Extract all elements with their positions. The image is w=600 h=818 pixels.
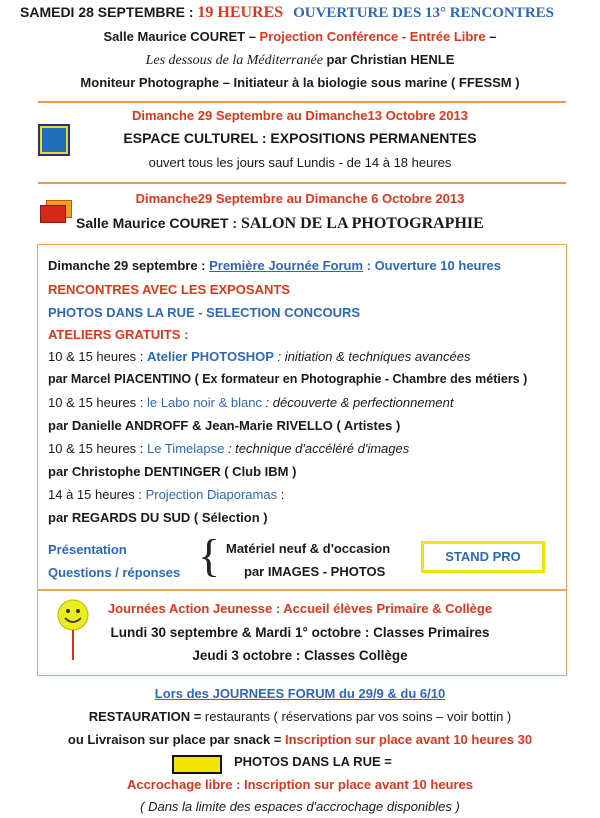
conference-title: Les dessous de la Méditerranée [145,53,323,68]
stand-pro-badge: STAND PRO [421,541,545,573]
opening-line [20,4,554,22]
youth-college-classes: Jeudi 3 octobre : Classes Collège [192,648,408,663]
stacked-squares-icon [40,200,72,224]
speaker-credentials: Moniteur Photographe – Initiateur à la biologie sous marine ( FFESSM ) [80,75,520,90]
images-photos-vendor: par IMAGES - PHOTOS [244,564,386,579]
workshop-4-presenter: par REGARDS DU SUD ( Sélection ) [48,510,268,525]
expo-title: ESPACE CULTUREL : EXPOSITIONS PERMANENTES [123,130,477,146]
curly-brace: { [198,530,221,581]
opening-event: OUVERTURE DES 13° RENCONTRES [293,5,554,21]
opening-date: SAMEDI 28 SEPTEMBRE : [20,4,194,20]
workshop-4: 14 à 15 heures : Projection Diaporamas : [48,487,285,502]
salon-title: SALON DE LA PHOTOGRAPHIE [240,215,484,232]
hanging-registration: Accrochage libre : Inscription sur place avant 10 heures [126,777,474,792]
workshop-1: 10 & 15 heures : Atelier PHOTOSHOP : initiation & techniques avancées [48,349,471,364]
hanging-limit-note: ( Dans la limite des espaces d'accrochage disponibles ) [140,799,460,814]
workshop-2-presenter: par Danielle ANDROFF & Jean-Marie RIVELLO ( Artistes ) [48,418,401,433]
workshop-2: 10 & 15 heures : le Labo noir & blanc : découverte & perfectionnement [48,395,454,410]
expo-dates: Dimanche 29 Septembre au Dimanche13 Octobre 2013 [132,108,468,123]
expo-hours: ouvert tous les jours sauf Lundis - de 14 à 18 heures [148,155,452,170]
yellow-black-marker-icon [172,755,222,774]
questions-label: Questions / réponses [48,565,181,580]
youth-primary-classes: Lundi 30 septembre & Mardi 1° octobre : Classes Primaires [110,625,490,640]
youth-title: Journées Action Jeunesse : Accueil élèves Primaire & Collège [107,601,493,616]
conference-title-line [0,52,600,69]
forum-days: Lors des JOURNEES FORUM du 29/9 & du 6/10 [154,686,446,701]
workshop-1-presenter: par Marcel PIACENTINO ( Ex formateur en Photographie - Chambre des métiers ) [48,372,528,386]
street-photos-label: PHOTOS DANS LA RUE = [234,754,392,769]
conference-speaker: par Christian HENLE [322,52,455,67]
salon-title-line: Salle Maurice COURET : SALON DE LA PHOTOGRAPHIE [76,215,484,232]
free-workshops: ATELIERS GRATUITS : [48,327,189,342]
conference-line: Salle Maurice COURET – Projection Conférence - Entrée Libre – [103,29,497,44]
workshop-3-presenter: par Christophe DENTINGER ( Club IBM ) [48,464,297,479]
workshop-3: 10 & 15 heures : Le Timelapse : technique d'accéléré d'images [48,441,410,456]
catering-line: RESTAURATION = restaurants ( réservations par vos soins – voir bottin ) [88,709,512,724]
presentation-label: Présentation [48,542,127,557]
new-used-material: Matériel neuf & d'occasion [226,541,391,556]
first-forum-day: Première Journée Forum [209,258,364,273]
meet-exhibitors: RENCONTRES AVEC LES EXPOSANTS [48,282,290,297]
salon-dates: Dimanche29 Septembre au Dimanche 6 Octobre 2013 [135,191,465,206]
divider-1 [38,101,566,103]
opening-time: 19 HEURES [197,4,284,21]
forum-day-line: Dimanche 29 septembre : Première Journée Forum : Ouverture 10 heures [48,258,502,273]
street-photos-contest: PHOTOS DANS LA RUE - SELECTION CONCOURS [48,305,361,320]
delivery-line: ou Livraison sur place par snack = Inscription sur place avant 10 heures 30 [67,732,533,747]
divider-2 [38,182,566,184]
